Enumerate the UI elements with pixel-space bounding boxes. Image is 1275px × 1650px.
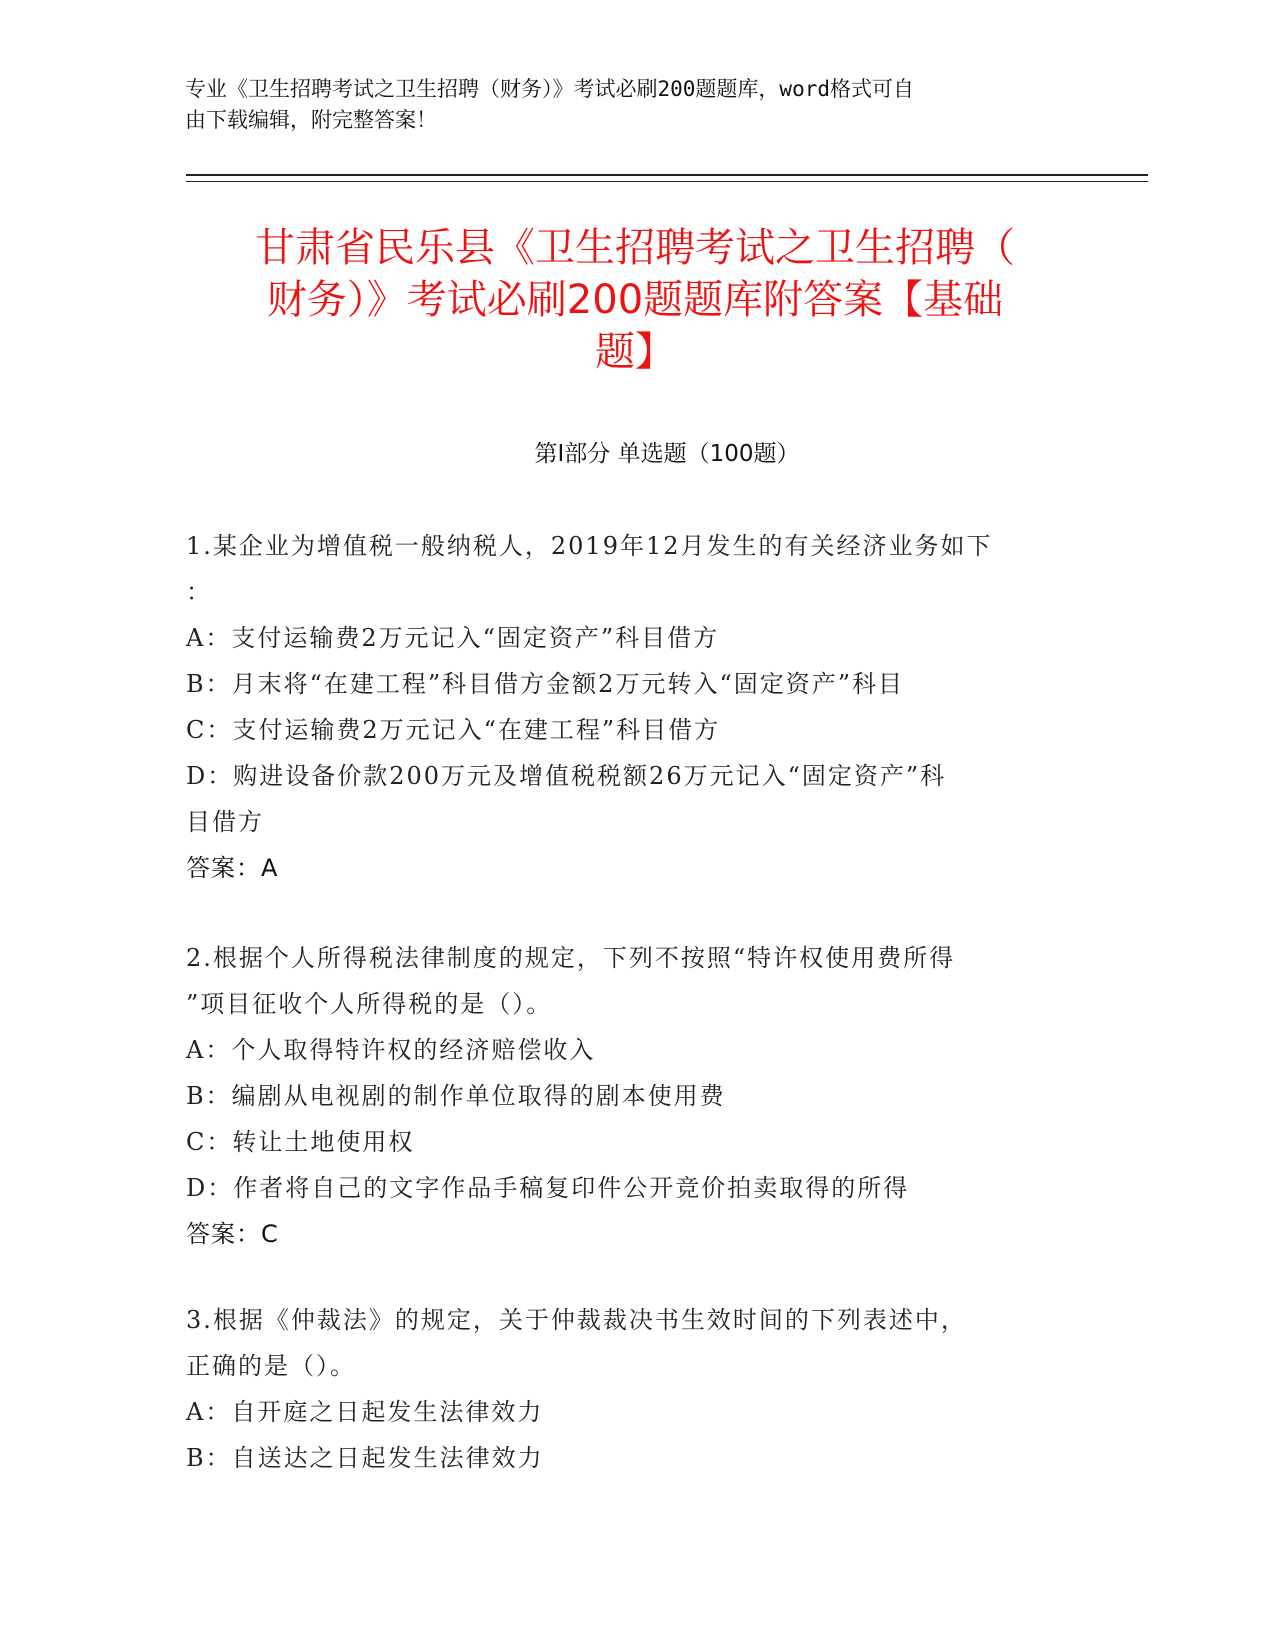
option-c: C：转让土地使用权 <box>186 1128 415 1156</box>
intro-line: 由下载编辑，附完整答案！ <box>185 108 437 132</box>
title-line: 财务）》考试必刷200题题库附答案【基础 <box>266 277 1004 323</box>
question-3 <box>186 1297 1086 1481</box>
question-stem: 正确的是（）。 <box>186 1352 356 1380</box>
question-stem: 3.根据《仲裁法》的规定，关于仲裁裁决书生效时间的下列表述中， <box>186 1306 967 1334</box>
document-intro <box>185 74 1065 136</box>
answer-label: 答案：A <box>186 854 279 882</box>
question-2 <box>186 935 1086 1257</box>
header-divider-thin <box>186 181 1148 182</box>
option-a: A：自开庭之日起发生法律效力 <box>186 1398 544 1426</box>
title-line: 甘肃省民乐县《卫生招聘考试之卫生招聘（ <box>255 225 1015 271</box>
question-stem: 2.根据个人所得税法律制度的规定，下列不按照“特许权使用费所得 <box>186 944 956 972</box>
option-a: A：支付运输费2万元记入“固定资产”科目借方 <box>186 624 720 652</box>
question-stem: 1.某企业为增值税一般纳税人，2019年12月发生的有关经济业务如下 <box>186 532 993 560</box>
option-d: D：购进设备价款200万元及增值税税额26万元记入“固定资产”科 <box>186 762 947 790</box>
answer-label: 答案：C <box>186 1220 279 1248</box>
intro-line: 专业《卫生招聘考试之卫生招聘（财务）》考试必刷200题题库，word格式可自 <box>185 77 914 101</box>
question-stem: ： <box>186 578 212 606</box>
option-b: B：月末将“在建工程”科目借方金额2万元转入“固定资产”科目 <box>186 670 904 698</box>
option-d: D：作者将自己的文字作品手稿复印件公开竞价拍卖取得的所得 <box>186 1174 910 1202</box>
document-title <box>190 222 1080 378</box>
option-b: B：自送达之日起发生法律效力 <box>186 1444 544 1472</box>
question-stem: ”项目征收个人所得税的是（）。 <box>186 990 553 1018</box>
title-line: 题】 <box>595 329 675 375</box>
option-d: 目借方 <box>186 808 264 836</box>
option-b: B：编剧从电视剧的制作单位取得的剧本使用费 <box>186 1082 726 1110</box>
question-1 <box>186 523 1086 891</box>
option-a: A：个人取得特许权的经济赔偿收入 <box>186 1036 596 1064</box>
header-divider-thick <box>186 174 1148 176</box>
option-c: C：支付运输费2万元记入“在建工程”科目借方 <box>186 716 721 744</box>
section-heading: 第Ⅰ部分 单选题（100题） <box>534 441 800 467</box>
